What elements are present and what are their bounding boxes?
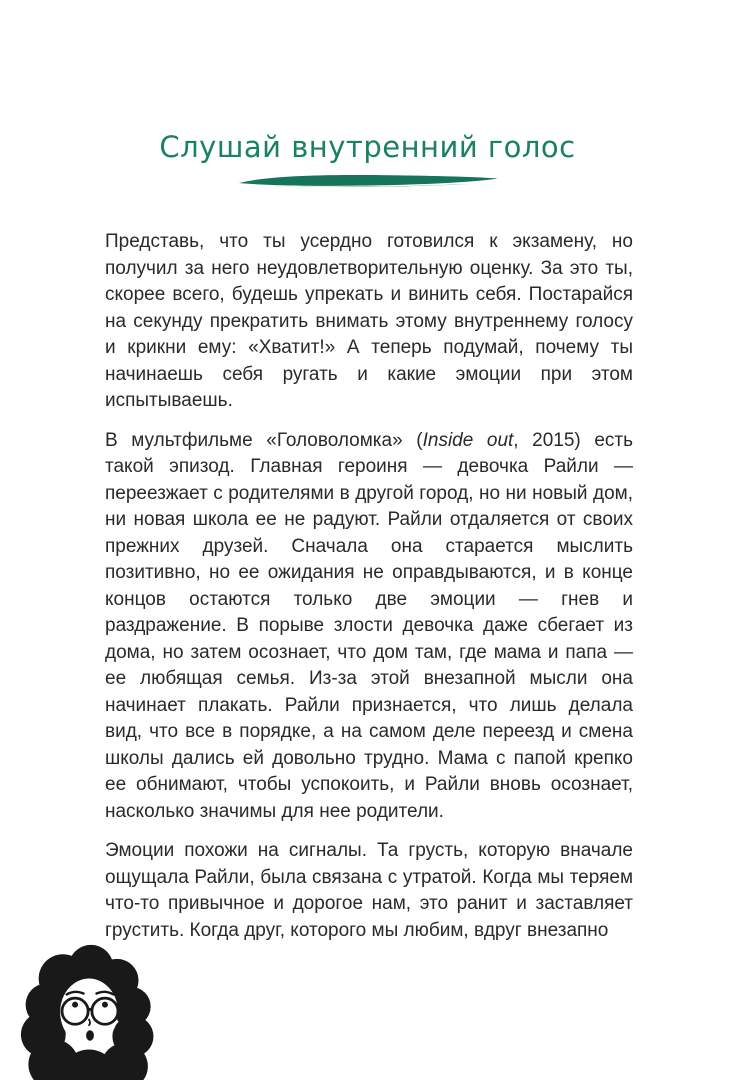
paragraph-3 bbox=[105, 838, 633, 944]
character-illustration bbox=[20, 938, 160, 1080]
paragraph-text: Представь, что ты усердно готовился к экзамену, но получил за него неудовлетворительную оценку. За это ты, скорее всего, будешь упрекать и винить себя. Постарайся на секунду прекратить внимать этому внутреннему голосу и крикни ему: «Хватит!» А теперь подумай, почему ты начинаешь себя ругать и какие эмоции при этом испытываешь. bbox=[105, 231, 633, 411]
paragraph-text: В мультфильме «Головоломка» ( bbox=[105, 429, 423, 451]
body-text bbox=[105, 229, 633, 944]
paragraph-text: Эмоции похожи на сигналы. Та грусть, которую вначале ощущала Райли, была связана с утратой. Когда мы теряем что-то привычное и дорогое нам, это ранит и заставляет грустить. Когда друг, которого мы любим, вдруг внезапно bbox=[105, 840, 633, 941]
title-underline-wrap bbox=[0, 173, 735, 189]
movie-title-italic: Inside out bbox=[422, 429, 514, 451]
chapter-title: Слушай внутренний голос bbox=[159, 130, 576, 164]
paragraph-1 bbox=[105, 229, 633, 415]
paragraph-text: , 2015) есть такой эпизод. Главная героиня — девочка Райли — переезжает с родителями в другой город, но ни новый дом, ни новая школа ее не радуют. Райли отдаляется от своих прежних друзей. Сначала она старается мыслить позитивно, но ее ожидания не оправдываются, и в конце концов остаются только две эмоции — гнев и раздражение. В порыве злости девочка даже сбегает из дома, но затем осознает, что дом там, где мама и папа — ее любящая семья. Из-за этой внезапной мысли она начинает плакать. Райли признается, что лишь делала вид, что все в порядке, а на самом деле переезд и смена школы дались ей довольно трудно. Мама с папой крепко ее обнимают, чтобы успокоить, и Райли вновь осознает, насколько значимы для нее родители. bbox=[105, 429, 633, 822]
brush-underline-icon bbox=[234, 173, 502, 189]
paragraph-2 bbox=[105, 428, 633, 826]
